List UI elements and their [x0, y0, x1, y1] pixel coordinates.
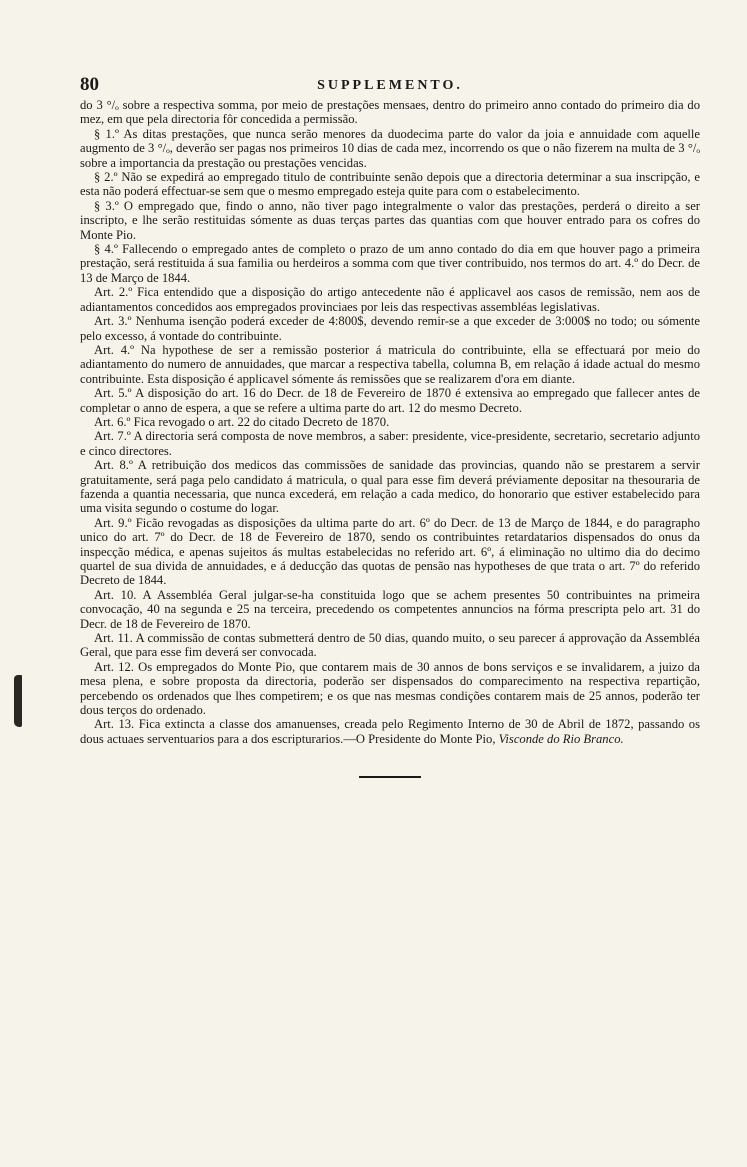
running-head: SUPPLEMENTO. [317, 78, 463, 93]
paragraph: Art. 3.º Nenhuma isenção poderá exceder de 4:800$, devendo remir-se a que exceder de 3:000$ no todo; ou sómente pelo excesso, á vontade do contribuinte. [80, 314, 700, 343]
paragraph: Art. 4.º Na hypothese de ser a remissão posterior á matricula do contribuinte, ella se effectuará por meio do adiantamento do numero de annuidades, que marcar a respectiva tabella, columna B, em relação á idade actual do mesmo contribuinte. Esta disposição é applicavel sómente ás remissões que se realizarem d'ora em diante. [80, 342, 700, 386]
paragraph: do 3 °/ₒ sobre a respectiva somma, por meio de prestações mensaes, dentro do primeiro anno contado do primeiro dia do mez, em que pela directoria fôr concedida a permissão. [80, 98, 700, 127]
paragraph: Art. 12. Os empregados do Monte Pio, que contarem mais de 30 annos de bons serviços e se invalidarem, a juizo da mesa plena, e sobre proposta da directoria, poderão ser dispensados do comparecimento na respectiva repartição, percebendo os ordenados que lhes competirem; e os que nas mesmas condições contarem mais de 25 annos, poderão ter dous terços do ordenado. [80, 659, 700, 718]
paragraph: § 1.º As ditas prestações, que nunca serão menores da duodecima parte do valor da joia e annuidade com aquelle augmento de 3 °/ₒ, deverão ser pagas nos primeiros 10 dias de cada mez, incorrendo os que o não fizerem na multa de 3 °/ₒ sobre a importancia da prestação ou prestações vencidas. [80, 126, 700, 170]
paragraph: Art. 6.º Fica revogado o art. 22 do citado Decreto de 1870. [94, 414, 390, 429]
paragraph: Art. 2.º Fica entendido que a disposição do artigo antecedente não é applicavel aos casos de remissão, nem aos de adiantamentos concedidos aos empregados provinciaes por leis das respectivas assembléas legislativas. [80, 285, 700, 314]
paragraph-final [80, 717, 700, 746]
paragraph: § 2.º Não se expedirá ao empregado titulo de contribuinte senão depois que a directoria determinar a sua inscripção, e esta não poderá effectuar-se sem que o mesmo empregado esteja quite para com o estabelecimento. [80, 170, 700, 199]
closing-rule [359, 776, 421, 778]
paragraph: Art. 5.º A disposição do art. 16 do Decr. de 18 de Fevereiro de 1870 é extensiva ao empregado que fallecer antes de completar o anno de espera, a que se refere a ultima parte do art. 12 do mesmo Decreto. [80, 386, 700, 415]
page-header [80, 74, 700, 98]
paragraph: Art. 8.º A retribuição dos medicos das commissões de sanidade das provincias, quando não se prestarem a servir gratuitamente, será paga pelo candidato á matricula, o qual para esse fim deverá préviamente depositar na thesouraria de fazenda a quantia necessaria, que nunca excederá, em relação a cada medico, do honorario que estiver estabelecido para uma visita segundo o costume do logar. [80, 458, 700, 516]
document-body [80, 98, 700, 746]
document-page [80, 74, 700, 778]
paragraph: Art. 7.º A directoria será composta de nove membros, a saber: presidente, vice-presidente, secretario, secretario adjunto e cinco directores. [80, 429, 700, 458]
paragraph: § 4.º Fallecendo o empregado antes de completo o prazo de um anno contado do dia em que houver pago a primeira prestação, será restituida á sua familia ou herdeiros a somma com que tiver contribuido, nos termos do art. 4.º do Decr. de 13 de Março de 1844. [80, 242, 700, 285]
page-number: 80 [80, 74, 99, 95]
paragraph: Art. 9.º Ficão revogadas as disposições da ultima parte do art. 6º do Decr. de 13 de Março de 1844, e do paragrapho unico do art. 7º do Decr. de 18 de Fevereiro de 1870, sendo os contribuintes retardatarios dispensados do onus da inspecção médica, e apenas sujeitos ás multas estabelecidas no referido art. 6º, á eliminação no ultimo dia do decimo quartel de sua divida de annuidades, e á deducção das quotas de pensão nas hypotheses de que trata o art. 7º do referido Decreto de 1844. [80, 515, 700, 588]
margin-ink-mark [14, 675, 22, 727]
paragraph: Art. 11. A commissão de contas submetterá dentro de 50 dias, quando muito, o seu parecer á approvação da Assembléa Geral, que para esse fim deverá ser convocada. [80, 631, 700, 660]
paragraph-text: Art. 13. Fica extincta a classe dos amanuenses, creada pelo Regimento Interno de 30 de Abril de 1872, passando os dous actuaes serventuarios para a dos escripturarios.—O Presidente do Monte Pio, [80, 717, 700, 746]
signature: Visconde do Rio Branco. [498, 731, 624, 746]
paragraph: Art. 10. A Assembléa Geral julgar-se-ha constituida logo que se achem presentes 50 contribuintes na primeira convocação, 40 na segunda e 25 na terceira, precedendo os competentes annuncios na fórma prescripta pelo art. 31 do Decr. de 18 de Fevereiro de 1870. [80, 587, 700, 631]
paragraph: § 3.º O empregado que, findo o anno, não tiver pago integralmente o valor das prestações, perderá o direito a ser inscripto, e lhe serão restituidas sómente as duas terças partes das quantias com que houver entrado para os cofres do Monte Pio. [80, 198, 700, 242]
